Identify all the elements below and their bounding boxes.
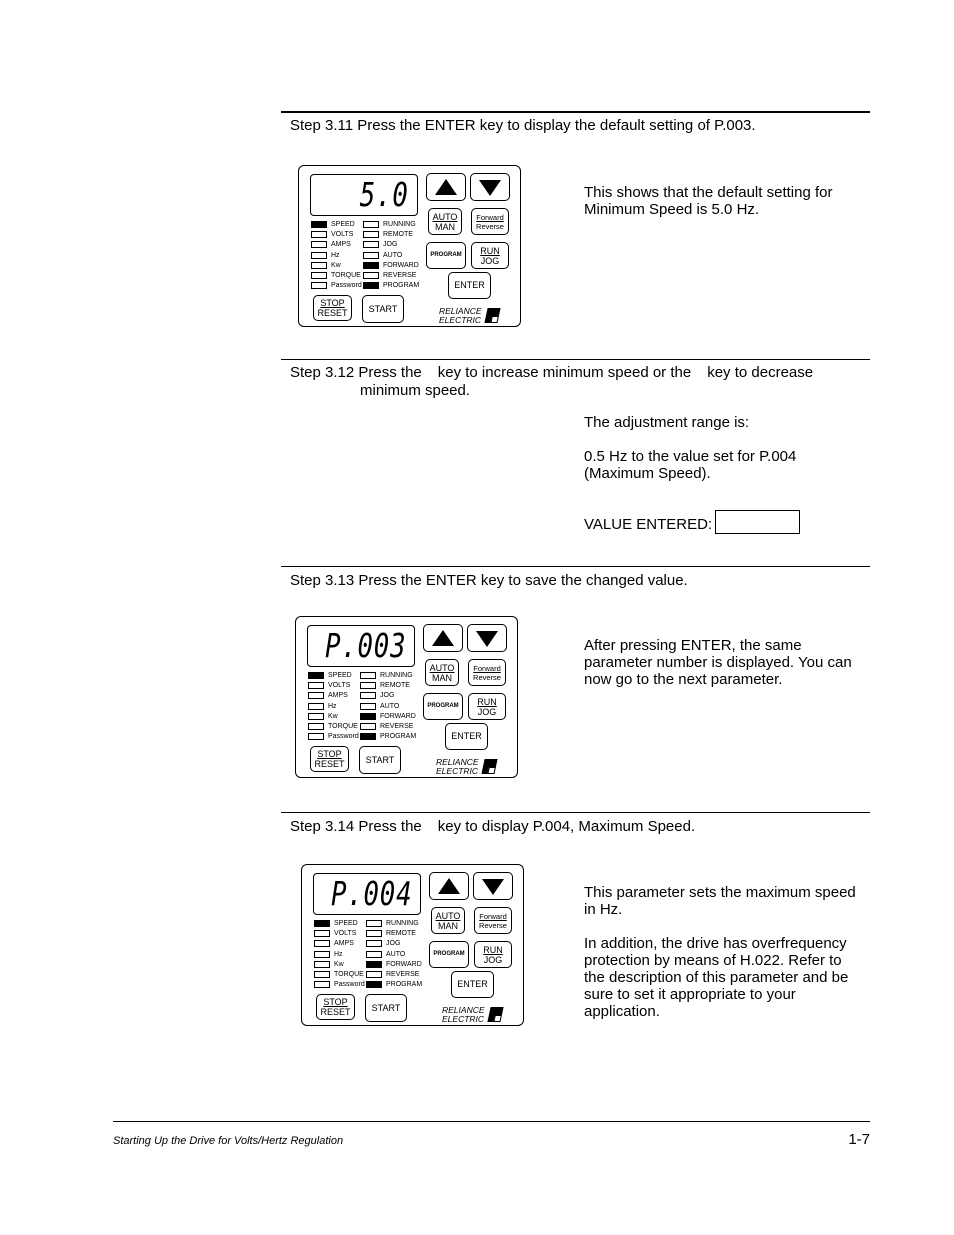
led-label: AMPS bbox=[328, 692, 348, 700]
note-text: This shows that the default setting for Minimum Speed is 5.0 Hz. bbox=[584, 184, 833, 218]
led-indicator bbox=[308, 723, 324, 730]
led-label: Hz bbox=[334, 950, 343, 958]
led-label: FORWARD bbox=[386, 960, 422, 968]
range-title: The adjustment range is: bbox=[584, 414, 750, 431]
forward-reverse-button[interactable]: Forward Reverse bbox=[474, 907, 512, 934]
led-indicator bbox=[366, 940, 382, 947]
reliance-logo-icon bbox=[481, 759, 497, 774]
led-row bbox=[314, 919, 374, 929]
led-indicator bbox=[363, 231, 379, 238]
display-value: P.003 bbox=[324, 626, 406, 665]
keypad-display bbox=[313, 873, 421, 915]
section-divider bbox=[281, 812, 870, 813]
led-label: JOG bbox=[383, 241, 398, 249]
led-indicator bbox=[366, 961, 382, 968]
step-3-12-line2: minimum speed. bbox=[360, 382, 471, 399]
led-row bbox=[366, 950, 426, 960]
led-label: Password bbox=[331, 282, 362, 290]
led-indicator bbox=[363, 221, 379, 228]
led-row bbox=[311, 281, 371, 291]
led-row bbox=[308, 712, 368, 722]
value-entered-label: VALUE ENTERED: bbox=[584, 515, 713, 533]
led-row bbox=[308, 732, 368, 742]
step-3-14: Step 3.14 Press the key to display P.004, Maximum Speed. bbox=[290, 818, 696, 835]
auto-man-button[interactable]: AUTO MAN bbox=[431, 907, 465, 934]
led-label: REMOTE bbox=[386, 930, 416, 938]
range-value: 0.5 Hz to the value set for P.004 (Maximum Speed). bbox=[584, 448, 797, 482]
reliance-logo-icon bbox=[487, 1007, 503, 1022]
led-row bbox=[363, 271, 423, 281]
led-indicator bbox=[360, 692, 376, 699]
led-label: VOLTS bbox=[328, 682, 351, 690]
down-arrow-button[interactable] bbox=[473, 872, 513, 900]
status-leds-left bbox=[308, 671, 368, 742]
led-row bbox=[366, 919, 426, 929]
led-row bbox=[314, 929, 374, 939]
led-row bbox=[366, 970, 426, 980]
section-divider bbox=[281, 111, 870, 113]
led-label: JOG bbox=[380, 692, 395, 700]
led-row bbox=[363, 230, 423, 240]
program-button[interactable]: PROGRAM bbox=[429, 941, 469, 968]
led-label: REMOTE bbox=[383, 231, 413, 239]
display-value: 5.0 bbox=[360, 175, 409, 214]
program-button[interactable]: PROGRAM bbox=[423, 693, 463, 720]
status-leds-right bbox=[360, 671, 420, 742]
led-label: REMOTE bbox=[380, 682, 410, 690]
led-indicator bbox=[314, 930, 330, 937]
led-row bbox=[363, 261, 423, 271]
brand-logo: RELIANCE ELECTRIC bbox=[436, 757, 479, 776]
led-label: VOLTS bbox=[334, 930, 357, 938]
section-divider bbox=[281, 359, 870, 360]
keypad bbox=[295, 616, 518, 778]
note-adjustment-range bbox=[584, 414, 824, 482]
keypad bbox=[301, 864, 524, 1026]
led-label: TORQUE bbox=[334, 970, 364, 978]
status-leds-right bbox=[363, 220, 423, 291]
brand-logo: RELIANCE ELECTRIC bbox=[442, 1005, 485, 1024]
led-indicator bbox=[360, 713, 376, 720]
led-indicator bbox=[308, 733, 324, 740]
led-label: RUNNING bbox=[380, 672, 413, 679]
led-row bbox=[366, 980, 426, 990]
led-indicator bbox=[311, 272, 327, 279]
led-row bbox=[360, 702, 420, 712]
led-row bbox=[311, 220, 371, 230]
down-arrow-button[interactable] bbox=[467, 624, 507, 652]
up-arrow-button[interactable] bbox=[423, 624, 463, 652]
led-indicator bbox=[363, 262, 379, 269]
led-row bbox=[363, 281, 423, 291]
start-button[interactable]: START bbox=[362, 295, 404, 323]
up-arrow-icon bbox=[432, 630, 454, 646]
down-arrow-icon bbox=[482, 879, 504, 895]
led-row bbox=[363, 240, 423, 250]
led-label: Password bbox=[334, 981, 365, 989]
led-indicator bbox=[363, 272, 379, 279]
stop-reset-button[interactable]: STOP RESET bbox=[313, 295, 352, 321]
led-indicator bbox=[314, 981, 330, 988]
led-label: REVERSE bbox=[380, 722, 414, 730]
led-label: REVERSE bbox=[383, 271, 417, 279]
reliance-logo-icon bbox=[484, 308, 500, 323]
run-jog-button[interactable]: RUN JOG bbox=[474, 941, 512, 968]
led-row bbox=[308, 702, 368, 712]
start-button[interactable]: START bbox=[359, 746, 401, 774]
stop-reset-button[interactable]: STOP RESET bbox=[316, 994, 355, 1020]
footer-rule bbox=[113, 1121, 870, 1122]
program-button[interactable]: PROGRAM bbox=[426, 242, 466, 269]
led-label: RUNNING bbox=[386, 920, 419, 927]
led-label: JOG bbox=[386, 940, 401, 948]
led-label: AMPS bbox=[334, 940, 354, 948]
note-text: This parameter sets the maximum speed in Hz. bbox=[584, 884, 856, 918]
led-indicator bbox=[311, 231, 327, 238]
page-number: 1-7 bbox=[848, 1131, 870, 1148]
led-indicator bbox=[311, 262, 327, 269]
led-row bbox=[366, 939, 426, 949]
led-label: Kw bbox=[334, 960, 344, 968]
note-max-speed bbox=[584, 884, 864, 1020]
led-label: AMPS bbox=[331, 241, 351, 249]
led-label: AUTO bbox=[386, 950, 406, 958]
led-indicator bbox=[314, 920, 330, 927]
led-indicator bbox=[360, 703, 376, 710]
down-arrow-button[interactable] bbox=[470, 173, 510, 201]
led-label: PROGRAM bbox=[380, 733, 417, 741]
led-indicator bbox=[311, 241, 327, 248]
led-indicator bbox=[366, 920, 382, 927]
note-default-setting bbox=[584, 184, 859, 218]
led-indicator bbox=[311, 221, 327, 228]
display-value: P.004 bbox=[330, 874, 412, 913]
led-row bbox=[360, 732, 420, 742]
up-arrow-icon bbox=[438, 878, 460, 894]
led-label: Kw bbox=[328, 712, 338, 720]
led-indicator bbox=[366, 930, 382, 937]
led-label: Kw bbox=[331, 261, 341, 269]
led-label: FORWARD bbox=[380, 712, 416, 720]
led-label: RUNNING bbox=[383, 221, 416, 228]
keypad bbox=[298, 165, 521, 327]
enter-button[interactable]: ENTER bbox=[445, 723, 488, 750]
start-button[interactable]: START bbox=[365, 994, 407, 1022]
led-label: Password bbox=[328, 733, 359, 741]
led-indicator bbox=[311, 282, 327, 289]
led-row bbox=[311, 230, 371, 240]
led-indicator bbox=[363, 252, 379, 259]
forward-reverse-button[interactable]: Forward Reverse bbox=[471, 208, 509, 235]
led-indicator bbox=[366, 981, 382, 988]
led-indicator bbox=[311, 252, 327, 259]
led-row bbox=[314, 950, 374, 960]
led-indicator bbox=[360, 672, 376, 679]
led-row bbox=[311, 251, 371, 261]
up-arrow-button[interactable] bbox=[426, 173, 466, 201]
led-row bbox=[360, 691, 420, 701]
led-label: SPEED bbox=[334, 920, 358, 927]
step-3-13: Step 3.13 Press the ENTER key to save the changed value. bbox=[290, 572, 688, 589]
led-label: SPEED bbox=[328, 672, 352, 679]
led-label: AUTO bbox=[380, 702, 400, 710]
led-indicator bbox=[308, 692, 324, 699]
led-indicator bbox=[366, 951, 382, 958]
led-indicator bbox=[360, 733, 376, 740]
led-label: Hz bbox=[328, 702, 337, 710]
led-indicator bbox=[360, 682, 376, 689]
led-row bbox=[314, 939, 374, 949]
led-row bbox=[314, 960, 374, 970]
led-row bbox=[308, 691, 368, 701]
led-label: PROGRAM bbox=[383, 282, 420, 290]
step-3-11: Step 3.11 Press the ENTER key to display the default setting of P.003. bbox=[290, 117, 756, 134]
forward-reverse-button[interactable]: Forward Reverse bbox=[468, 659, 506, 686]
led-indicator bbox=[363, 282, 379, 289]
footer-title: Starting Up the Drive for Volts/Hertz Regulation bbox=[113, 1135, 344, 1147]
down-arrow-icon bbox=[476, 631, 498, 647]
led-row bbox=[311, 261, 371, 271]
led-row bbox=[363, 251, 423, 261]
up-arrow-button[interactable] bbox=[429, 872, 469, 900]
led-row bbox=[366, 929, 426, 939]
led-row bbox=[366, 960, 426, 970]
led-row bbox=[314, 980, 374, 990]
led-row bbox=[311, 240, 371, 250]
step-3-12: Step 3.12 Press the key to increase minimum speed or the key to decrease bbox=[290, 364, 814, 381]
enter-button[interactable]: ENTER bbox=[448, 272, 491, 299]
led-label: TORQUE bbox=[328, 722, 358, 730]
status-leds-right bbox=[366, 919, 426, 990]
led-indicator bbox=[314, 951, 330, 958]
note-text: After pressing ENTER, the same parameter number is displayed. You can now go to the next parameter. bbox=[584, 637, 852, 688]
led-row bbox=[363, 220, 423, 230]
led-indicator bbox=[314, 961, 330, 968]
brand-logo: RELIANCE ELECTRIC bbox=[439, 306, 482, 325]
status-leds-left bbox=[311, 220, 371, 291]
stop-reset-button[interactable]: STOP RESET bbox=[310, 746, 349, 772]
value-entered bbox=[584, 513, 864, 537]
up-arrow-icon bbox=[435, 179, 457, 195]
enter-button[interactable]: ENTER bbox=[451, 971, 494, 998]
led-row bbox=[308, 681, 368, 691]
led-row bbox=[314, 970, 374, 980]
auto-man-button[interactable]: AUTO MAN bbox=[428, 208, 462, 235]
led-row bbox=[360, 681, 420, 691]
led-indicator bbox=[314, 940, 330, 947]
led-label: VOLTS bbox=[331, 231, 354, 239]
note-after-enter bbox=[584, 637, 864, 688]
note-text: In addition, the drive has overfrequency protection by means of H.022. Refer to the description of this parameter and be sure to set it appropriate to your application. bbox=[584, 935, 849, 1020]
led-indicator bbox=[363, 241, 379, 248]
led-label: PROGRAM bbox=[386, 981, 423, 989]
led-label: SPEED bbox=[331, 221, 355, 228]
keypad-display bbox=[310, 174, 418, 216]
run-jog-button[interactable]: RUN JOG bbox=[471, 242, 509, 269]
led-row bbox=[360, 671, 420, 681]
led-indicator bbox=[308, 713, 324, 720]
led-indicator bbox=[360, 723, 376, 730]
run-jog-button[interactable]: RUN JOG bbox=[468, 693, 506, 720]
led-indicator bbox=[308, 682, 324, 689]
status-leds-left bbox=[314, 919, 374, 990]
led-label: Hz bbox=[331, 251, 340, 259]
led-label: AUTO bbox=[383, 251, 403, 259]
keypad-display bbox=[307, 625, 415, 667]
led-row bbox=[360, 722, 420, 732]
auto-man-button[interactable]: AUTO MAN bbox=[425, 659, 459, 686]
led-indicator bbox=[314, 971, 330, 978]
led-row bbox=[311, 271, 371, 281]
down-arrow-icon bbox=[479, 180, 501, 196]
value-entered-box[interactable] bbox=[715, 510, 800, 534]
led-label: REVERSE bbox=[386, 970, 420, 978]
led-indicator bbox=[308, 672, 324, 679]
section-divider bbox=[281, 566, 870, 567]
led-indicator bbox=[308, 703, 324, 710]
led-label: TORQUE bbox=[331, 271, 361, 279]
led-row bbox=[360, 712, 420, 722]
led-label: FORWARD bbox=[383, 261, 419, 269]
led-indicator bbox=[366, 971, 382, 978]
led-row bbox=[308, 671, 368, 681]
led-row bbox=[308, 722, 368, 732]
